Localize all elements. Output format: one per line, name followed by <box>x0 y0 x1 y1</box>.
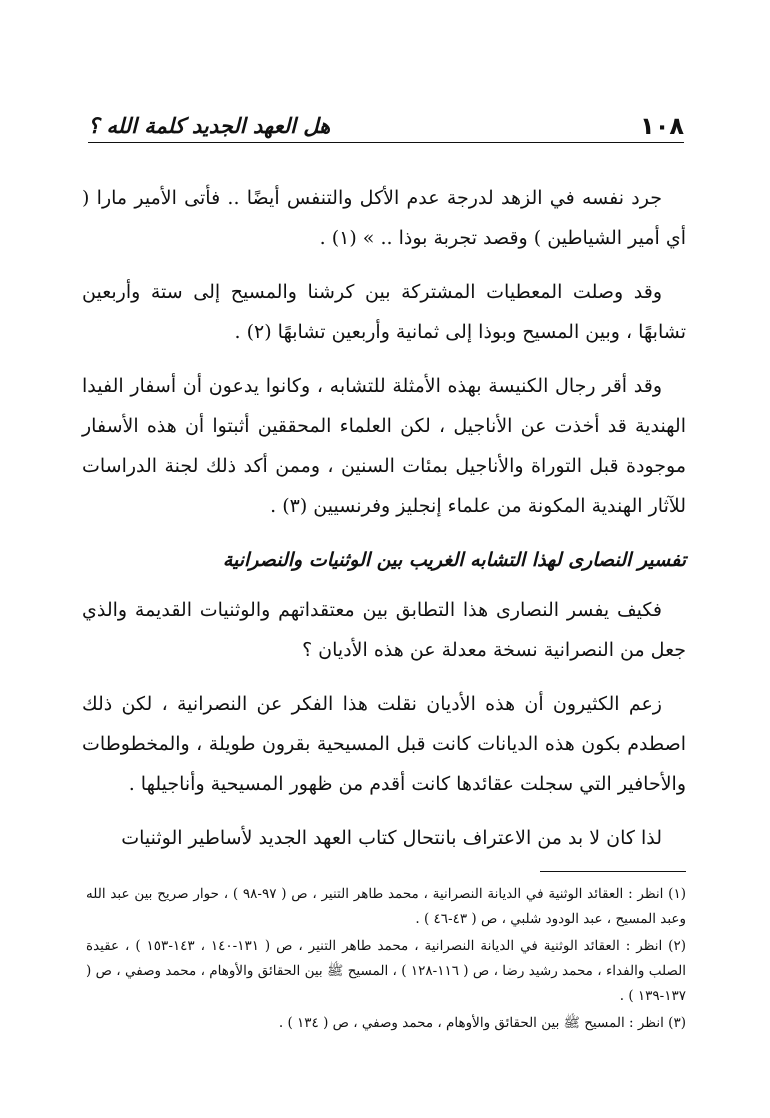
paragraph: وقد أقر رجال الكنيسة بهذه الأمثلة للتشابه ، وكانوا يدعون أن أسفار الفيدا الهندية قد أخذت عن الأناجيل ، لكن العلماء المحققين أثبتوا أن هذه الأسفار موجودة قبل التوراة والأناجيل بمئات السنين ، وممن أكد ذلك لجنة الدراسات للآثار الهندية المكونة من علماء إنجليز وفرنسيين (٣) . <box>82 375 686 517</box>
page-number: ١٠٨ <box>640 112 684 140</box>
footnote: (٣) انظر : المسيح ﷺ بين الحقائق والأوهام ، محمد وصفي ، ص ( ١٣٤ ) . <box>278 1015 686 1031</box>
footnote: (٢) انظر : العقائد الوثنية في الديانة النصرانية ، محمد طاهر التنير ، ص ( ١٣١-١٤٠ ، ١٤٣-١٥٣ ) ، عقيدة الصلب والفداء ، محمد رشيد رضا ، ص ( ١١٦-١٢٨ ) ، المسيح ﷺ بين الحقائق والأوهام ، محمد وصفي ، ص ( ١٣٧-١٣٩ ) . <box>86 938 686 1004</box>
paragraph: وقد وصلت المعطيات المشتركة بين كرشنا والمسيح إلى ستة وأربعين تشابهًا ، وبين المسيح وبوذا إلى ثمانية وأربعين تشابهًا (٢) . <box>82 281 686 343</box>
body-text <box>82 178 686 872</box>
paragraph: زعم الكثيرون أن هذه الأديان نقلت هذا الفكر عن النصرانية ، لكن ذلك اصطدم بكون هذه الديانات كانت قبل المسيحية بقرون طويلة ، والمخطوطات والأحافير التي سجلت عقائدها كانت أقدم من ظهور المسيحية وأناجيلها . <box>82 693 686 795</box>
paragraph: جرد نفسه في الزهد لدرجة عدم الأكل والتنفس أيضًا .. فأتى الأمير مارا ( أي أمير الشياطين ) وقصد تجربة بوذا .. » (١) . <box>82 187 686 249</box>
footnotes <box>86 882 686 1038</box>
section-heading: تفسير النصارى لهذا التشابه الغريب بين الوثنيات والنصرانية <box>222 549 686 571</box>
footnote-separator <box>540 871 686 872</box>
running-title: هل العهد الجديد كلمة الله ؟ <box>88 114 350 138</box>
paragraph: لذا كان لا بد من الاعتراف بانتحال كتاب العهد الجديد لأساطير الوثنيات <box>121 827 662 849</box>
footnote: (١) انظر : العقائد الوثنية في الديانة النصرانية ، محمد طاهر التنير ، ص ( ٩٧-٩٨ ) ، حوار صريح بين عبد الله وعبد المسيح ، عبد الودود شلبي ، ص ( ٤٣-٤٦ ) . <box>86 886 686 927</box>
running-header <box>88 108 684 146</box>
header-rule <box>88 142 684 143</box>
paragraph: فكيف يفسر النصارى هذا التطابق بين معتقداتهم والوثنيات القديمة والذي جعل من النصرانية نسخة معدلة عن هذه الأديان ؟ <box>82 599 686 661</box>
